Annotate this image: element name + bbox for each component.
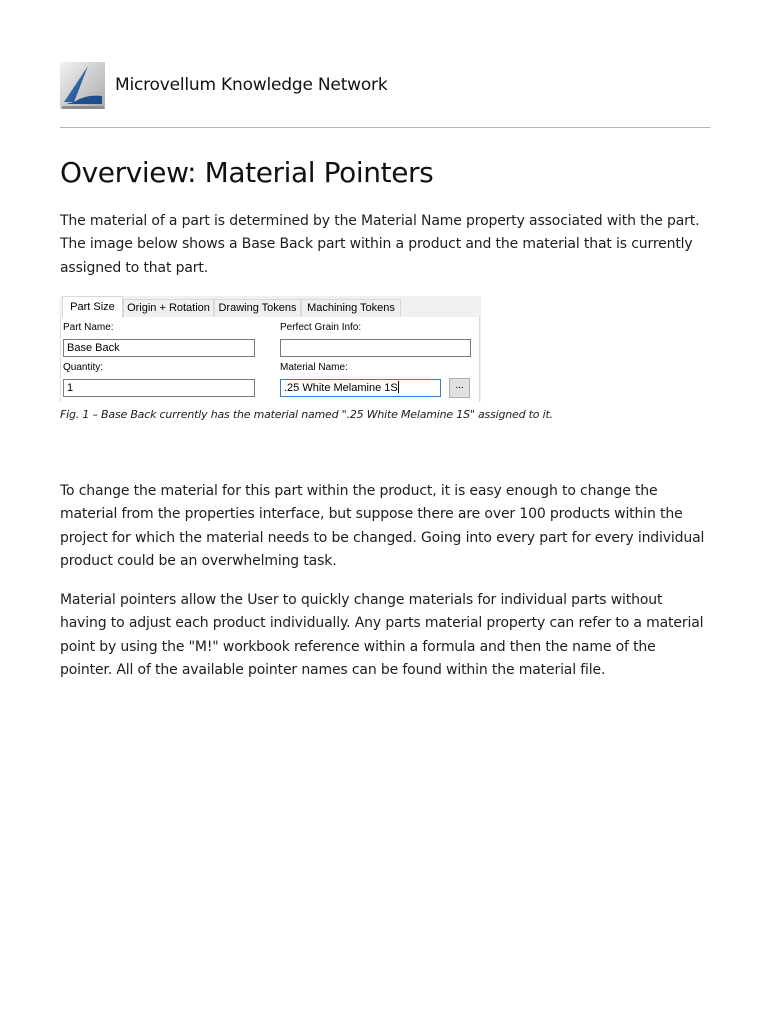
material-name-input[interactable] [280,379,441,397]
properties-tabstrip [60,296,481,318]
quantity-input[interactable]: 1 [63,379,255,397]
site-name[interactable]: Microvellum Knowledge Network [115,75,388,95]
part-name-label: Part Name: [63,322,114,333]
browse-material-button[interactable]: ... [449,378,470,398]
tab-machining-tokens[interactable]: Machining Tokens [301,299,401,317]
perfect-grain-input[interactable] [280,339,471,357]
text-caret [398,381,399,393]
body-paragraph: Material pointers allow the User to quickly change materials for individual parts without having to adjust each product individually. Any parts material property can refer to a material point by using the "M!" workbook reference within a formula and then the name of the pointer. All of the available pointer names can be found within the material file. [60,592,704,678]
body-paragraph: To change the material for this part within the product, it is easy enough to change the material from the properties interface, but suppose there are over 100 products within the project for which the material needs to be changed. Going into every part for every individual product could be an overwhelming task. [60,483,705,569]
part-name-input[interactable]: Base Back [63,339,255,357]
figure-caption: Fig. 1 – Base Back currently has the material named ".25 White Melamine 1S" assigned to it. [60,408,553,421]
tab-drawing-tokens[interactable]: Drawing Tokens [214,299,301,317]
microvellum-logo-icon[interactable] [60,62,105,109]
part-size-panel [60,317,480,402]
tab-part-size[interactable]: Part Size [62,296,123,318]
material-name-label: Material Name: [280,362,348,373]
part-properties-screenshot [60,296,481,402]
page-title: Overview: Material Pointers [60,156,434,189]
tab-origin-rotation[interactable]: Origin + Rotation [123,299,214,317]
quantity-label: Quantity: [63,362,104,373]
site-header [60,61,710,109]
header-divider [60,127,710,128]
intro-paragraph: The material of a part is determined by the Material Name property associated with the part. The image below shows a Base Back part within a product and the material that is currently assigned to that part. [60,213,700,276]
perfect-grain-label: Perfect Grain Info: [280,322,362,333]
material-name-value: .25 White Melamine 1S [284,382,398,394]
